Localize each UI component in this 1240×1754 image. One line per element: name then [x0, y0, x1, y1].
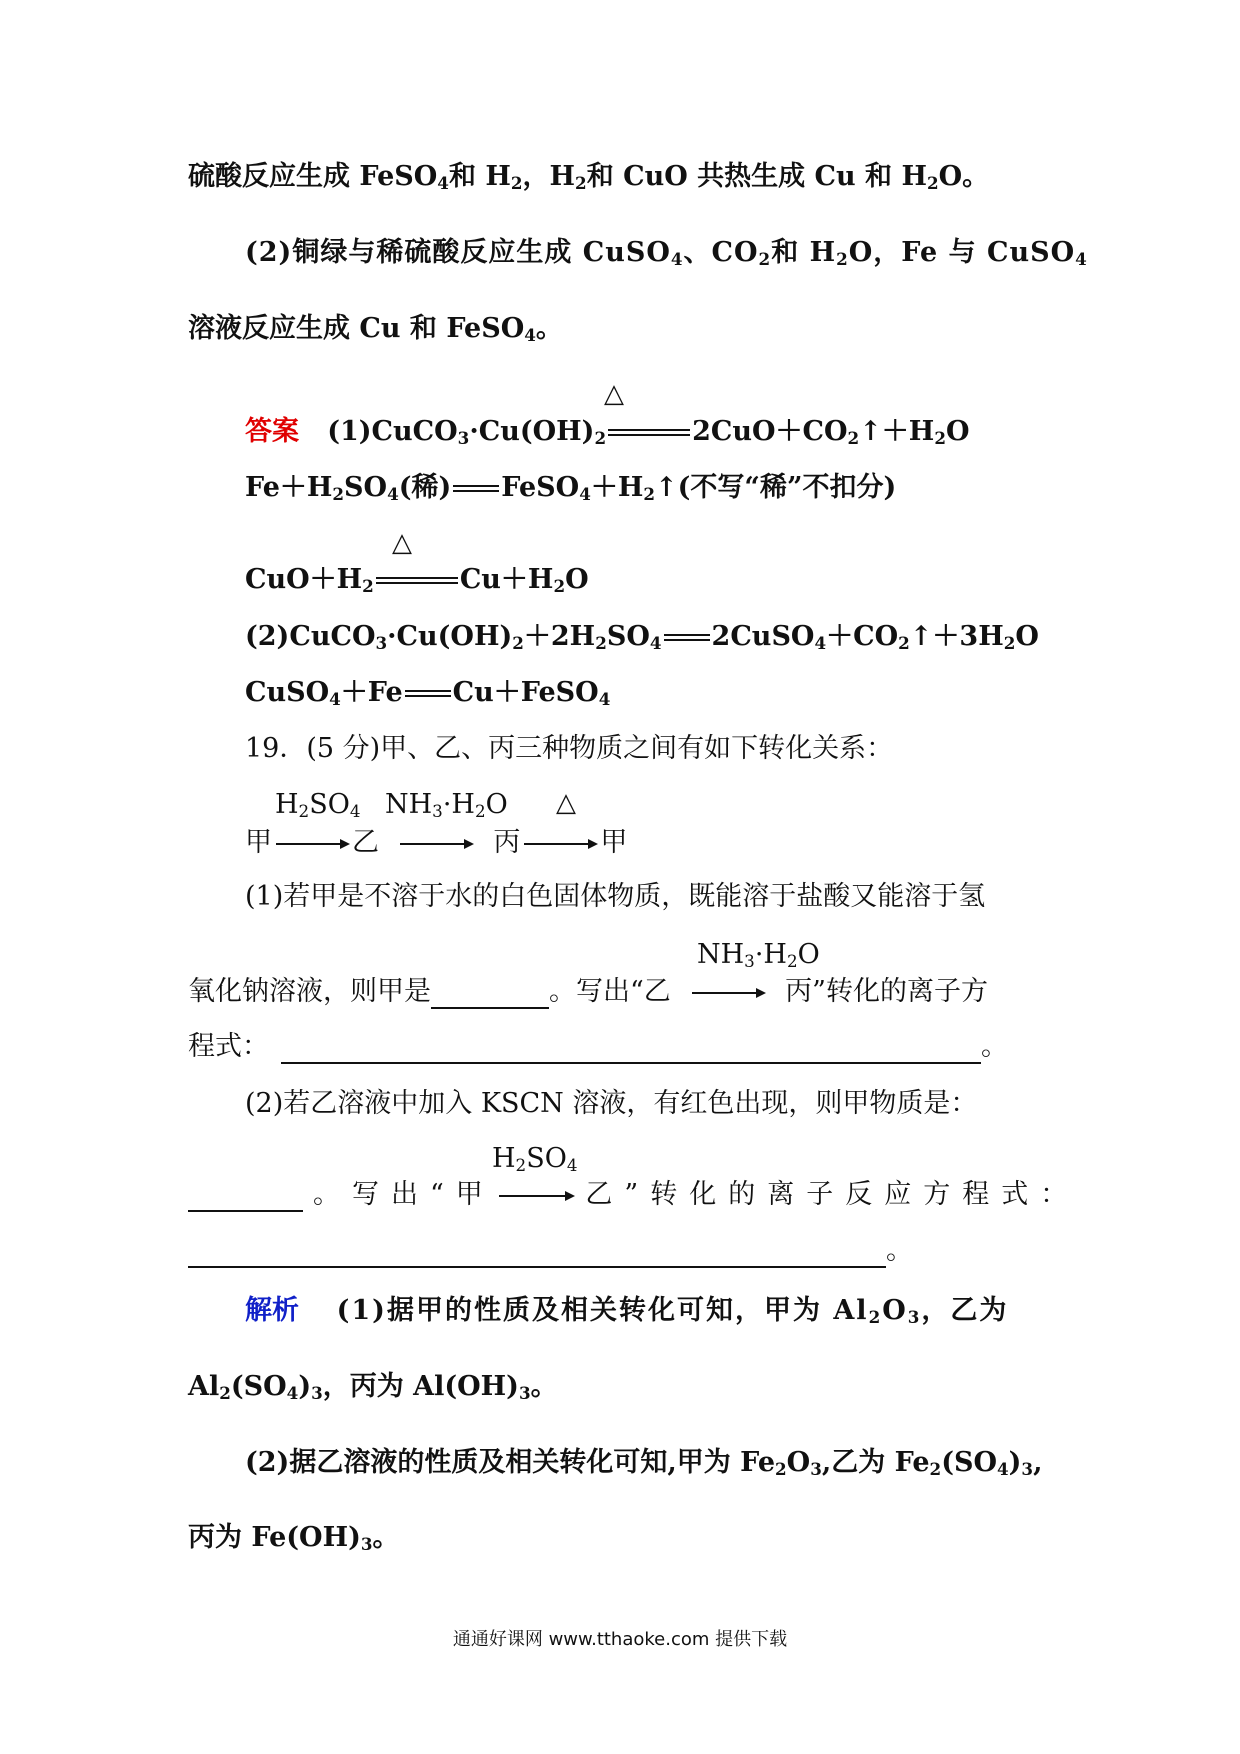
analysis-line-4: 丙为 $Fe(OH)_3$。 — [188, 1522, 400, 1555]
heat-symbol: △ — [604, 379, 624, 409]
part1-reagent: $NH_3\cdot H_2O$ — [697, 939, 820, 972]
eq3-lhs: $CuO+H_2$ — [245, 564, 374, 597]
heat-symbol-2: △ — [392, 528, 412, 558]
scheme-species-3: 丙 — [493, 827, 521, 858]
scheme-reagent-2: $NH_3\cdot H_2O$ — [385, 789, 508, 822]
arrow-icon — [520, 837, 600, 851]
scheme-reagent-1: $H_2SO_4$ — [275, 789, 361, 822]
arrow-icon — [272, 837, 352, 851]
arrow-icon — [396, 837, 476, 851]
part1-line-1: (1)若甲是不溶于水的白色固体物质，既能溶于盐酸又能溶于氢 — [245, 881, 986, 912]
footer-credit: 通通好课网 www.tthaoke.com 提供下载 — [452, 1629, 788, 1650]
scheme-species-2: 乙 — [352, 827, 379, 858]
scheme-heat-symbol: △ — [556, 788, 576, 818]
part1-text-b: 。写出“乙 — [549, 976, 671, 1007]
part2-line3-end: 。 — [886, 1235, 913, 1266]
part1-line-3 — [188, 1030, 1008, 1064]
part1-line3-end: 。 — [981, 1031, 1008, 1062]
answer-blank-2[interactable] — [281, 1038, 981, 1064]
arrow-icon — [495, 1189, 577, 1203]
explanation-line-2: (2)铜绿与稀硫酸反应生成 CuSO$_4$、$CO_2$和 $H_2O$，Fe 与 CuSO$_4$ — [245, 237, 1088, 270]
reaction-equals — [376, 577, 458, 584]
part1-text-d: 程式： — [188, 1031, 269, 1062]
answer-label: 答案 — [245, 416, 299, 447]
answer-eq1 — [245, 415, 970, 449]
analysis-line-3: (2)据乙溶液的性质及相关转化可知,甲为 $Fe_2O_3$,乙为 $Fe_2(SO_4)_3$, — [245, 1447, 1043, 1480]
eq1-rhs: $2CuO+CO_2↑+H_2O$ — [692, 416, 970, 449]
scheme-row — [245, 826, 627, 860]
scheme-species-1: 甲 — [245, 827, 272, 858]
answer-blank-3[interactable] — [188, 1186, 303, 1212]
analysis-label: 解析 — [245, 1295, 299, 1326]
reaction-equals — [608, 429, 690, 436]
part2-reagent: $H_2SO_4$ — [492, 1143, 578, 1176]
part1-text-c: 丙”转化的离子方 — [785, 976, 988, 1007]
part2-line-2 — [188, 1178, 1079, 1212]
analysis-line-1 — [245, 1294, 1008, 1328]
part2-text-b: 乙”转化的离子反应方程式： — [585, 1179, 1080, 1210]
part2-text-a: 。写出“甲 — [313, 1179, 495, 1210]
answer-eq5: CuSO$_4$＋Fe Cu＋FeSO$_4$ — [245, 677, 611, 710]
answer-eq2: $Fe+H_2SO_4$(稀) $FeSO_4+H_2↑$(不写“稀”不扣分) — [245, 472, 897, 505]
part2-line-3 — [188, 1234, 913, 1268]
explanation-line-1: 硫酸反应生成 FeSO$_4$和 $H_2$，$H_2$和 CuO 共热生成 Cu 和 $H_2O$。 — [188, 161, 990, 194]
arrow-icon — [688, 986, 768, 1000]
analysis-line-2: $Al_2(SO_4)_3$，丙为 $Al(OH)_3$。 — [188, 1371, 558, 1404]
answer-blank-4[interactable] — [188, 1242, 886, 1268]
scheme-species-4: 甲 — [600, 827, 628, 858]
part2-line-1: (2)若乙溶液中加入 KSCN 溶液，有红色出现，则甲物质是： — [245, 1088, 978, 1119]
part1-text-a: 氧化钠溶液，则甲是 — [188, 976, 431, 1007]
answer-eq3 — [245, 563, 589, 597]
answer-eq4: $(2)CuCO_3\cdot Cu(OH)_2+2H_2SO_4$ $2CuSO_4+CO_2↑+3H_2O$ — [245, 621, 1039, 654]
explanation-line-3: 溶液反应生成 Cu 和 FeSO$_4$。 — [188, 313, 563, 346]
question-19-title: 19．(5 分)甲、乙、丙三种物质之间有如下转化关系： — [245, 733, 894, 764]
part1-line-2 — [188, 975, 988, 1009]
analysis-text-1: (1)据甲的性质及相关转化可知，甲为 $Al_2O_3$，乙为 — [336, 1295, 1009, 1328]
eq1-lhs: $(1)CuCO_3\cdot Cu(OH)_2$ — [327, 416, 607, 449]
answer-blank-1[interactable] — [431, 983, 549, 1009]
eq3-rhs: $Cu+H_2O$ — [459, 564, 589, 597]
